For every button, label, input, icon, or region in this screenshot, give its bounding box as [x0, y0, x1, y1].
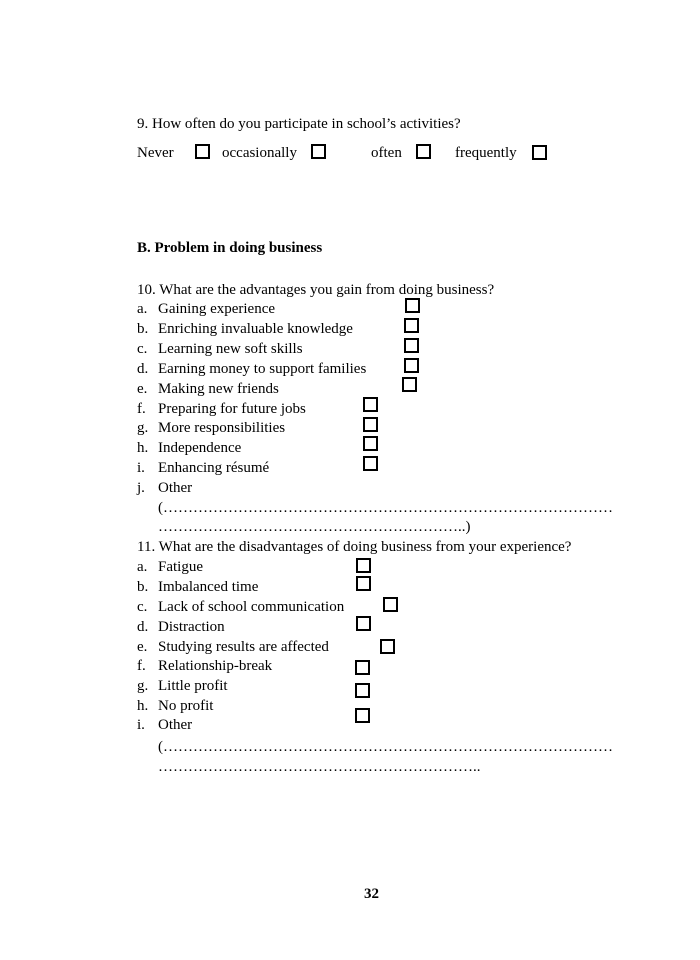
option-never-checkbox[interactable]: [195, 144, 210, 159]
option-frequently-label: frequently: [455, 145, 517, 161]
answer-checkbox[interactable]: [363, 417, 378, 432]
question-11: 11. What are the disadvantages of doing business from your experience?: [137, 539, 572, 555]
item-letter: g.: [137, 420, 149, 436]
question-9: 9. How often do you participate in school’s activities?: [137, 116, 461, 132]
list-item-text: Distraction: [158, 619, 225, 635]
list-item: [137, 638, 147, 656]
option-never-label: Never: [137, 145, 174, 161]
item-letter: g.: [137, 678, 149, 694]
answer-checkbox[interactable]: [363, 456, 378, 471]
answer-checkbox[interactable]: [356, 558, 371, 573]
list-item-text: Little profit: [158, 678, 228, 694]
item-letter: a.: [137, 559, 148, 575]
answer-checkbox[interactable]: [383, 597, 398, 612]
item-letter: e.: [137, 639, 148, 655]
list-item: [137, 578, 148, 596]
list-item: [137, 439, 148, 457]
list-item-text: More responsibilities: [158, 420, 286, 436]
item-letter: h.: [137, 440, 149, 456]
item-letter: h.: [137, 698, 149, 714]
item-letter: b.: [137, 321, 149, 337]
item-letter: c.: [137, 599, 148, 615]
list-item-text: Enriching invaluable knowledge: [158, 321, 353, 337]
list-item: [137, 380, 147, 398]
list-item: [137, 320, 148, 338]
list-item: [137, 618, 148, 636]
other-fill-line-2[interactable]: ……………………………………………………..): [158, 519, 471, 535]
other-fill-line-1[interactable]: (………………………………………………………………………………: [158, 739, 613, 755]
list-item: [137, 677, 148, 695]
answer-checkbox[interactable]: [363, 397, 378, 412]
list-item: [137, 300, 147, 318]
answer-checkbox[interactable]: [404, 358, 419, 373]
answer-checkbox[interactable]: [363, 436, 378, 451]
list-item: [137, 479, 145, 497]
list-item-text: Lack of school communication: [158, 599, 345, 615]
list-item-text: Enhancing résumé: [158, 460, 270, 476]
question-10: 10. What are the advantages you gain from doing business?: [137, 282, 495, 298]
item-letter: j.: [137, 480, 145, 496]
item-letter: a.: [137, 301, 148, 317]
list-item: [137, 716, 145, 734]
answer-checkbox[interactable]: [356, 576, 371, 591]
option-often-checkbox[interactable]: [416, 144, 431, 159]
list-item-text: Other: [158, 480, 193, 496]
answer-checkbox[interactable]: [380, 639, 395, 654]
list-item: [137, 697, 148, 715]
list-item-text: Gaining experience: [158, 301, 276, 317]
list-item: [137, 657, 146, 675]
list-item: [137, 558, 147, 576]
other-fill-line-2[interactable]: ………………………………………………………..: [158, 759, 481, 775]
option-frequently-checkbox[interactable]: [532, 145, 547, 160]
answer-checkbox[interactable]: [355, 708, 370, 723]
list-item-text: Relationship-break: [158, 658, 273, 674]
answer-checkbox[interactable]: [356, 616, 371, 631]
list-item-text: Other: [158, 717, 193, 733]
item-letter: b.: [137, 579, 149, 595]
answer-checkbox[interactable]: [405, 298, 420, 313]
list-item-text: Earning money to support families: [158, 361, 367, 377]
answer-checkbox[interactable]: [355, 683, 370, 698]
list-item-text: Independence: [158, 440, 242, 456]
list-item: [137, 340, 147, 358]
item-letter: e.: [137, 381, 148, 397]
list-item-text: Learning new soft skills: [158, 341, 303, 357]
list-item-text: No profit: [158, 698, 214, 714]
answer-checkbox[interactable]: [404, 318, 419, 333]
option-often-label: often: [371, 145, 402, 161]
item-letter: d.: [137, 361, 149, 377]
list-item-text: Preparing for future jobs: [158, 401, 306, 417]
list-item: [137, 419, 148, 437]
section-b-heading: B. Problem in doing business: [137, 240, 323, 256]
item-letter: d.: [137, 619, 149, 635]
list-item: [137, 400, 146, 418]
item-letter: f.: [137, 401, 146, 417]
item-letter: i.: [137, 717, 145, 733]
item-letter: i.: [137, 460, 145, 476]
list-item-text: Making new friends: [158, 381, 279, 397]
list-item-text: Studying results are affected: [158, 639, 329, 655]
page-number: 32: [364, 886, 379, 902]
list-item: [137, 598, 147, 616]
option-occasionally-checkbox[interactable]: [311, 144, 326, 159]
list-item-text: Imbalanced time: [158, 579, 259, 595]
list-item-text: Fatigue: [158, 559, 203, 575]
list-item: [137, 459, 145, 477]
list-item: [137, 360, 148, 378]
answer-checkbox[interactable]: [404, 338, 419, 353]
answer-checkbox[interactable]: [355, 660, 370, 675]
item-letter: c.: [137, 341, 148, 357]
answer-checkbox[interactable]: [402, 377, 417, 392]
option-occasionally-label: occasionally: [222, 145, 297, 161]
other-fill-line-1[interactable]: (………………………………………………………………………………: [158, 500, 613, 516]
item-letter: f.: [137, 658, 146, 674]
